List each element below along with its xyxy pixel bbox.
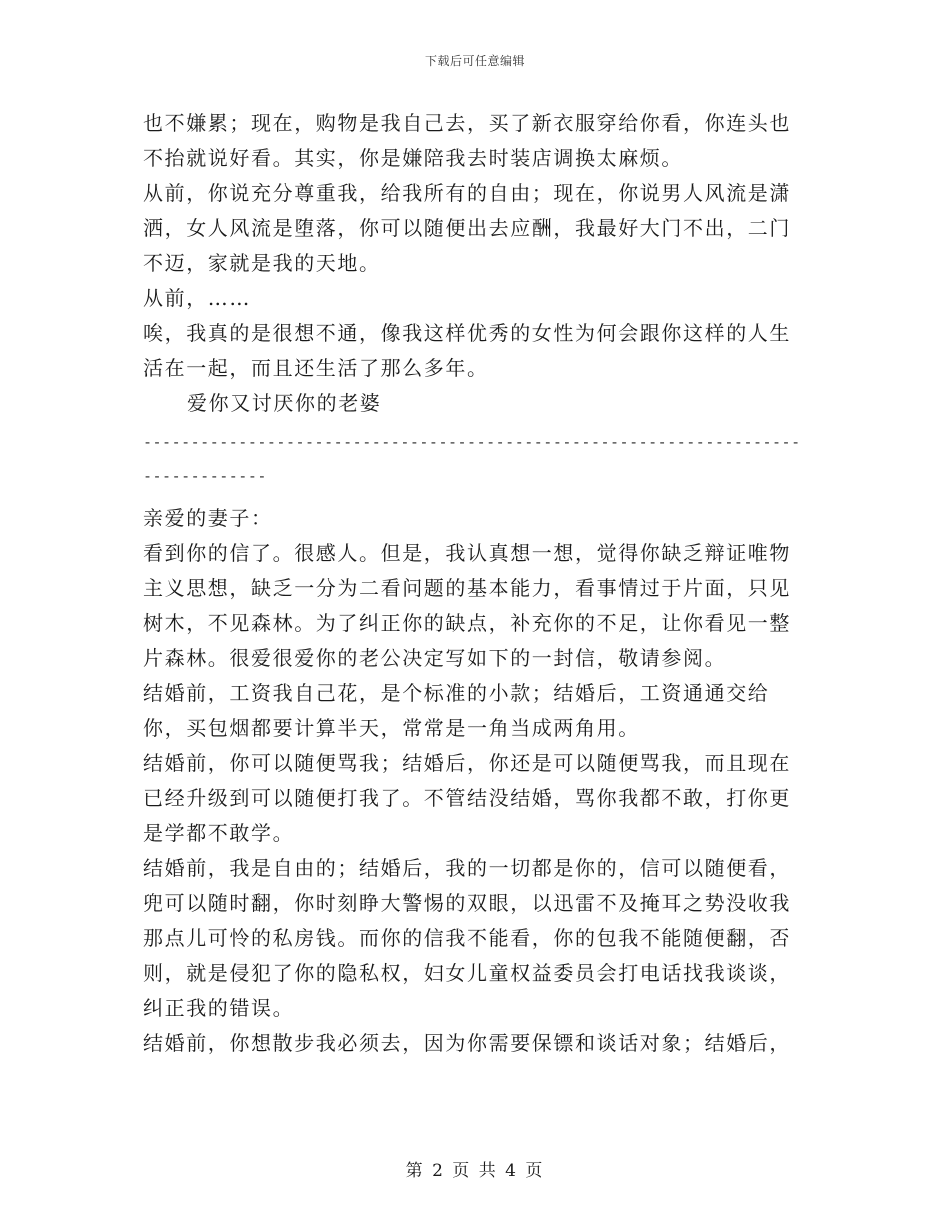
section-divider: ---------------------------------------------------------------------------------- <box>143 433 801 485</box>
letter-signature: 爱你又讨厌你的老婆 <box>187 391 382 415</box>
page-header: 下载后可任意编辑 <box>424 54 525 68</box>
paragraph: 结婚前，你想散步我必须去，因为你需要保镖和谈话对象；结婚后， <box>143 1031 791 1055</box>
letter-salutation: 亲爱的妻子： <box>143 506 273 530</box>
paragraph: 结婚前，工资我自己花，是个标准的小款；结婚后，工资通通交给你，买包烟都要计算半天，常常是一角当成两角用。 <box>143 681 770 740</box>
paragraph: 看到你的信了。很感人。但是，我认真想一想，觉得你缺乏辩证唯物主义思想，缺乏一分为二看问题的基本能力，看事情过于片面，只见树木，不见森林。为了纠正你的缺点，补充你的不足，让你看见一整片森林。很爱很爱你的老公决定写如下的一封信，敬请参阅。 <box>143 541 791 670</box>
document-body <box>143 106 807 1061</box>
paragraph: 唉，我真的是很想不通，像我这样优秀的女性为何会跟你这样的人生活在一起，而且还生活了那么多年。 <box>143 321 791 380</box>
paragraph: 结婚前，我是自由的；结婚后，我的一切都是你的，信可以随便看，兜可以随时翻，你时刻睁大警惕的双眼，以迅雷不及掩耳之势没收我那点儿可怜的私房钱。而你的信我不能看，你的包我不能随便翻，否则，就是侵犯了你的隐私权，妇女儿童权益委员会打电话找我谈谈，纠正我的错误。 <box>143 856 791 1020</box>
paragraph: 从前，你说充分尊重我，给我所有的自由；现在，你说男人风流是潇洒，女人风流是堕落，你可以随便出去应酬，我最好大门不出，二门不迈，家就是我的天地。 <box>143 181 791 275</box>
page-footer: 第 2 页 共 4 页 <box>405 1161 545 1181</box>
paragraph: 从前，…… <box>143 286 251 310</box>
paragraph: 也不嫌累；现在，购物是我自己去，买了新衣服穿给你看，你连头也不抬就说好看。其实，你是嫌陪我去时装店调换太麻烦。 <box>143 111 791 170</box>
paragraph: 结婚前，你可以随便骂我；结婚后，你还是可以随便骂我，而且现在已经升级到可以随便打我了。不管结没结婚，骂你我都不敢，打你更是学都不敢学。 <box>143 751 791 845</box>
